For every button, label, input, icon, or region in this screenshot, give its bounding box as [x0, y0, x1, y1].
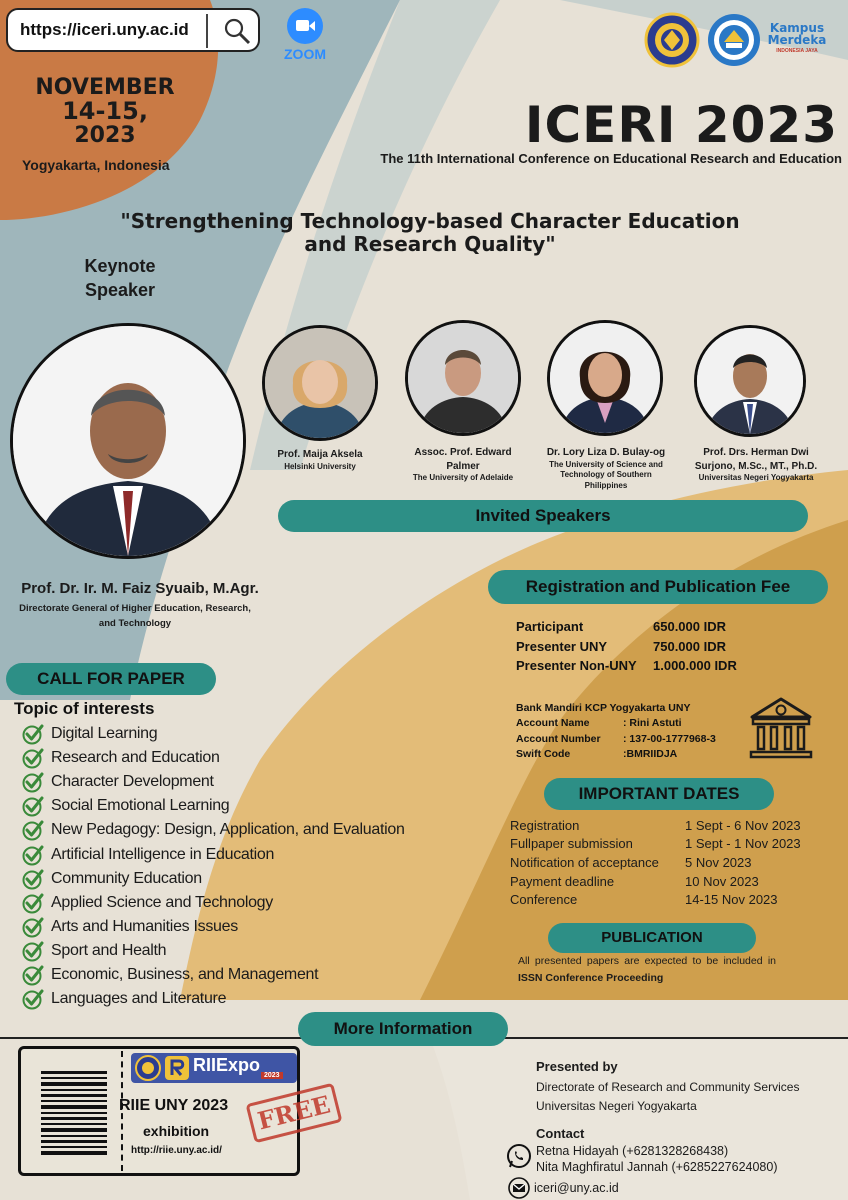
- riie-expo-ticket[interactable]: [18, 1046, 334, 1176]
- topic-list: [22, 722, 405, 1011]
- contact-phone-2[interactable]: Nita Maghfiratul Jannah (+6285227624080): [536, 1160, 778, 1175]
- bank-label: Swift Code: [516, 748, 571, 761]
- keynote-speaker-name: Prof. Dr. Ir. M. Faiz Syuaib, M.Agr.: [21, 580, 259, 597]
- topic-item: [22, 794, 405, 818]
- topic-label: Applied Science and Technology: [51, 893, 273, 911]
- speaker-affiliation: Universitas Negeri Yogyakarta: [698, 473, 814, 482]
- contact-label: Contact: [536, 1126, 585, 1141]
- important-dates-table: [510, 816, 801, 909]
- keynote-affiliation-line-2: and Technology: [98, 618, 172, 630]
- topic-label: Languages and Literature: [51, 990, 227, 1008]
- keynote-affiliation-line-1: Directorate General of Higher Education, Research,: [19, 603, 251, 614]
- check-icon: [22, 940, 44, 962]
- presented-by: [536, 1057, 799, 1116]
- bank-value: : Rini Astuti: [623, 717, 682, 730]
- speaker-affiliation: Helsinki University: [284, 461, 356, 471]
- search-icon[interactable]: [222, 16, 252, 46]
- invited-speaker-photo-3: [547, 320, 663, 436]
- fee-row: [516, 637, 737, 657]
- date-value: 1 Sept - 6 Nov 2023: [685, 817, 801, 833]
- theme-line-1: "Strengthening Technology-based Character Education: [120, 209, 740, 233]
- date-value: 10 Nov 2023: [685, 873, 759, 889]
- invited-speaker-photo-2: [405, 320, 521, 436]
- publication-text-plain: All presented papers are expected to be included in: [518, 955, 776, 967]
- topic-item: [22, 770, 405, 794]
- registration-fee-banner: Registration and Publication Fee: [488, 570, 828, 604]
- bank-label: Account Number: [516, 732, 601, 745]
- invited-speakers-banner: Invited Speakers: [278, 500, 808, 532]
- fee-value: 750.000 IDR: [653, 638, 726, 654]
- topic-label: Arts and Humanities Issues: [51, 917, 238, 935]
- zoom-logo: [278, 8, 332, 62]
- topic-item: [22, 915, 405, 939]
- fee-row: [516, 617, 737, 637]
- check-icon: [22, 868, 44, 890]
- topic-label: Sport and Health: [51, 941, 167, 959]
- barcode-icon: [37, 1065, 111, 1161]
- topic-label: Character Development: [51, 773, 214, 791]
- date-label: Registration: [510, 817, 580, 833]
- event-date: [20, 76, 190, 147]
- whatsapp-icon: [506, 1143, 532, 1169]
- publication-text: [518, 953, 776, 988]
- kemendikbud-logo: [706, 12, 762, 68]
- keynote-label-line-1: Keynote: [84, 256, 156, 276]
- topic-label: Artificial Intelligence in Education: [51, 845, 275, 863]
- presenter-line-1: Directorate of Research and Community Services: [536, 1079, 800, 1094]
- date-row: [510, 816, 801, 835]
- presented-by-label: Presented by: [536, 1059, 618, 1074]
- date-value: 5 Nov 2023: [685, 854, 752, 870]
- fee-table: [516, 617, 737, 676]
- contact-email[interactable]: iceri@uny.ac.id: [534, 1181, 619, 1196]
- check-icon: [22, 795, 44, 817]
- date-label: Fullpaper submission: [510, 836, 633, 852]
- speaker-name: Dr. Lory Liza D. Bulay-og: [546, 447, 666, 458]
- topic-item: [22, 867, 405, 891]
- fee-value: 1.000.000 IDR: [653, 658, 737, 674]
- uny-logo: [644, 12, 700, 68]
- event-year: 2023: [74, 123, 136, 149]
- ticket-brand: RIIExpo: [193, 1055, 261, 1075]
- invited-speaker-2: [398, 446, 528, 484]
- invited-speaker-1: [258, 448, 382, 472]
- topic-label: Community Education: [51, 869, 202, 887]
- keynote-label: [72, 254, 168, 303]
- bank-row: [516, 731, 716, 747]
- ticket-url[interactable]: http://riie.uny.ac.id/: [131, 1145, 222, 1156]
- topic-item: [22, 963, 405, 987]
- topic-label: Research and Education: [51, 749, 220, 767]
- keynote-label-line-2: Speaker: [84, 280, 156, 301]
- event-subtitle: The 11th International Conference on Educational Research and Education: [380, 151, 842, 166]
- fee-label: Presenter UNY: [516, 638, 608, 654]
- riie-logo-icon: [165, 1056, 189, 1080]
- topic-item: [22, 842, 405, 866]
- ticket-uny-logo: [135, 1055, 161, 1081]
- contact-phone-1[interactable]: Retna Hidayah (+6281328268438): [536, 1143, 729, 1158]
- invited-speaker-3: [538, 446, 674, 492]
- kampus-merdeka-text: Kampus Merdeka: [767, 21, 827, 47]
- bank-label: Account Name: [516, 717, 590, 730]
- date-label: Notification of acceptance: [510, 854, 659, 870]
- ticket-brand-bar: [131, 1053, 297, 1083]
- presenter-line-2: Universitas Negeri Yogyakarta: [536, 1098, 697, 1113]
- date-label: Payment deadline: [510, 873, 615, 889]
- bank-info: [516, 700, 716, 762]
- contact-info: [536, 1126, 778, 1199]
- check-icon: [22, 988, 44, 1010]
- bank-icon: [748, 695, 814, 761]
- check-icon: [22, 771, 44, 793]
- bank-name: Bank Mandiri KCP Yogyakarta UNY: [516, 701, 691, 714]
- speaker-name-cont: Surjono, M.Sc., MT., Ph.D.: [694, 460, 818, 472]
- topic-item: [22, 746, 405, 770]
- check-icon: [22, 916, 44, 938]
- url-text: https://iceri.uny.ac.id: [20, 20, 189, 39]
- topic-item: [22, 722, 405, 746]
- invited-speaker-photo-1: [262, 325, 378, 441]
- topic-item: [22, 939, 405, 963]
- speaker-affiliation: The University of Science and: [549, 459, 663, 469]
- date-row: [510, 835, 801, 854]
- check-icon: [22, 819, 44, 841]
- speaker-affiliation: The University of Adelaide: [412, 473, 514, 482]
- invited-speaker-4: [684, 446, 828, 484]
- theme-line-2: and Research Quality": [304, 232, 556, 256]
- date-row: [510, 872, 801, 891]
- ticket-subtitle: exhibition: [143, 1123, 210, 1139]
- event-title: ICERI 2023: [524, 96, 838, 154]
- date-value: 14-15 Nov 2023: [685, 892, 778, 908]
- speaker-name: Prof. Maija Aksela: [277, 449, 363, 460]
- topic-item: [22, 987, 405, 1011]
- date-row: [510, 890, 801, 909]
- topic-item: [22, 818, 405, 842]
- fee-label: Presenter Non-UNY: [516, 658, 637, 674]
- important-dates-banner: IMPORTANT DATES: [544, 778, 774, 810]
- topic-label: Economic, Business, and Management: [51, 965, 319, 983]
- kampus-merdeka-logo: [766, 22, 828, 54]
- topics-heading: Topic of interests: [14, 699, 155, 718]
- topic-label: Digital Learning: [51, 725, 158, 743]
- bank-row: [516, 747, 716, 763]
- check-icon: [22, 964, 44, 986]
- topic-item: [22, 891, 405, 915]
- date-value: 1 Sept - 1 Nov 2023: [685, 836, 801, 852]
- free-stamp: FREE: [245, 1083, 342, 1144]
- check-icon: [22, 892, 44, 914]
- date-label: Conference: [510, 892, 578, 908]
- check-icon: [22, 747, 44, 769]
- invited-speaker-photo-4: [694, 325, 806, 437]
- publication-text-bold: ISSN Conference Proceeding: [518, 972, 664, 985]
- kampus-merdeka-tagline: INDONESIA JAYA: [776, 48, 818, 54]
- ticket-brand-year: 2023: [261, 1072, 283, 1079]
- zoom-icon: [287, 8, 323, 44]
- email-icon: [508, 1177, 530, 1199]
- fee-value: 650.000 IDR: [653, 619, 726, 635]
- speaker-name: Assoc. Prof. Edward: [414, 447, 512, 458]
- zoom-label: ZOOM: [284, 46, 326, 62]
- event-theme: [30, 210, 830, 256]
- event-days: 14-15,: [62, 97, 148, 126]
- bank-row: [516, 716, 716, 732]
- keynote-speaker-photo: [10, 323, 246, 559]
- more-information-banner: More Information: [298, 1012, 508, 1046]
- event-location: Yogyakarta, Indonesia: [22, 157, 170, 173]
- url-separator: [206, 14, 208, 48]
- url-bar[interactable]: [6, 8, 260, 52]
- bank-value: :BMRIIDJA: [623, 748, 678, 761]
- fee-label: Participant: [516, 619, 584, 635]
- ticket-title: RIIE UNY 2023: [119, 1097, 229, 1114]
- call-for-paper-banner: CALL FOR PAPER: [6, 663, 216, 695]
- topic-label: New Pedagogy: Design, Application, and Evaluation: [51, 821, 405, 839]
- speaker-name-cont: Palmer: [446, 460, 480, 472]
- fee-row: [516, 656, 737, 676]
- speaker-affiliation-cont: Technology of Southern: [560, 470, 652, 480]
- check-icon: [22, 723, 44, 745]
- date-row: [510, 853, 801, 872]
- speaker-name: Prof. Drs. Herman Dwi: [703, 447, 809, 458]
- speaker-affiliation-cont: Philippines: [584, 481, 628, 491]
- topic-label: Social Emotional Learning: [51, 797, 230, 815]
- publication-banner: PUBLICATION: [548, 923, 756, 953]
- event-month: NOVEMBER: [35, 75, 175, 100]
- keynote-speaker-affiliation: [0, 601, 270, 631]
- check-icon: [22, 844, 44, 866]
- bank-value: : 137-00-1777968-3: [623, 732, 716, 745]
